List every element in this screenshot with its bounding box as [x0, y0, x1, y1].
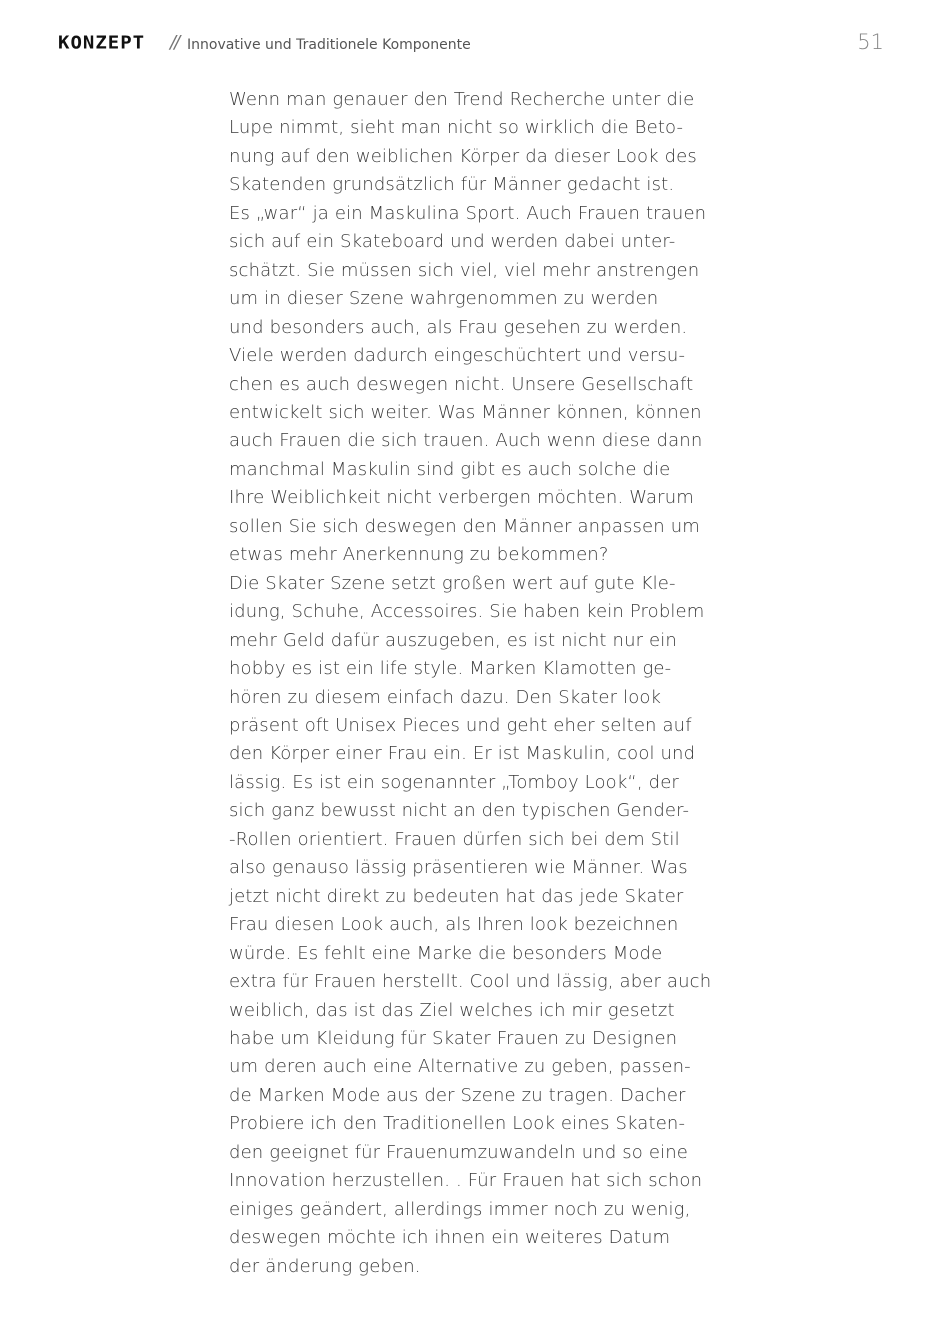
text-line: und besonders auch, als Frau gesehen zu werden. [229, 316, 688, 338]
text-line: würde. Es fehlt eine Marke die besonders Mode [229, 942, 663, 964]
text-line: sich auf ein Skateboard und werden dabei unter- [229, 231, 676, 253]
text-line: präsent oft Unisex Pieces und geht eher selten auf [229, 714, 692, 736]
text-line: um deren auch eine Alternative zu geben, passen- [229, 1056, 691, 1078]
text-line: etwas mehr Anerkennung zu bekommen? [229, 544, 609, 566]
text-line: entwickelt sich weiter. Was Männer können, können [229, 401, 702, 423]
text-line: Innovation herzustellen. . Für Frauen hat sich schon [229, 1170, 703, 1192]
text-line: manchmal Maskulin sind gibt es auch solche die [229, 458, 671, 480]
text-line: Probiere ich den Traditionellen Look eines Skaten- [229, 1113, 686, 1135]
text-line: auch Frauen die sich trauen. Auch wenn diese dann [229, 430, 703, 452]
text-line: hören zu diesem einfach dazu. Den Skater look [229, 686, 662, 708]
text-line: sich ganz bewusst nicht an den typischen Gender- [229, 800, 690, 822]
text-line: chen es auch deswegen nicht. Unsere Gesellschaft [229, 373, 694, 395]
text-line: also genauso lässig präsentieren wie Männer. Was [229, 857, 688, 879]
text-line: jetzt nicht direkt zu bedeuten hat das jede Skater [229, 885, 684, 907]
text-line: Lupe nimmt, sieht man nicht so wirklich die Beto- [229, 117, 684, 139]
text-line: den Körper einer Frau ein. Er ist Maskulin, cool und [229, 743, 696, 765]
text-line: idung, Schuhe, Accessoires. Sie haben kein Problem [229, 601, 705, 623]
konzept-logo: KONZEPT [58, 32, 146, 54]
text-line: Wenn man genauer den Trend Recherche unter die [229, 89, 695, 110]
text-line: extra für Frauen herstellt. Cool und lässig, aber auch [229, 971, 712, 993]
text-line: einiges geändert, allerdings immer noch zu wenig, [229, 1198, 691, 1220]
page-header [58, 28, 890, 60]
text-line: der änderung geben. [229, 1255, 421, 1277]
section-title: Innovative und Traditionele Komponente [187, 37, 471, 53]
text-line: -Rollen orientiert. Frauen dürfen sich bei dem Stil [229, 828, 680, 850]
body-text [229, 86, 729, 1281]
text-line: sollen Sie sich deswegen den Männer anpassen um [229, 515, 700, 537]
text-line: schätzt. Sie müssen sich viel, viel mehr anstrengen [229, 259, 700, 281]
text-line: Skatenden grundsätzlich für Männer gedacht ist. [229, 174, 675, 196]
text-line: mehr Geld dafür auszugeben, es ist nicht nur ein [229, 629, 677, 651]
header-separator: // [170, 32, 179, 53]
text-line: den geeignet für Frauenumzuwandeln und so eine [229, 1141, 689, 1163]
text-line: habe um Kleidung für Skater Frauen zu Designen [229, 1027, 678, 1049]
text-line: Die Skater Szene setzt großen wert auf gute Kle- [229, 572, 676, 594]
text-line: Viele werden dadurch eingeschüchtert und versu- [229, 345, 686, 367]
text-line: weiblich, das ist das Ziel welches ich mir gesetzt [229, 999, 675, 1021]
text-line: Ihre Weiblichkeit nicht verbergen möchten. Warum [229, 487, 694, 509]
text-line: nung auf den weiblichen Körper da dieser Look des [229, 145, 697, 167]
text-line: deswegen möchte ich ihnen ein weiteres Datum [229, 1227, 671, 1249]
text-line: Es „war“ ja ein Maskulina Sport. Auch Frauen trauen [229, 202, 707, 224]
text-line: de Marken Mode aus der Szene zu tragen. Dacher [229, 1084, 686, 1106]
text-line: hobby es ist ein life style. Marken Klamotten ge- [229, 658, 672, 680]
text-line: lässig. Es ist ein sogenannter „Tomboy Look“, der [229, 771, 679, 793]
page-number: 51 [857, 30, 884, 54]
text-line: Frau diesen Look auch, als Ihren look bezeichnen [229, 914, 679, 936]
text-line: um in dieser Szene wahrgenommen zu werden [229, 288, 659, 310]
